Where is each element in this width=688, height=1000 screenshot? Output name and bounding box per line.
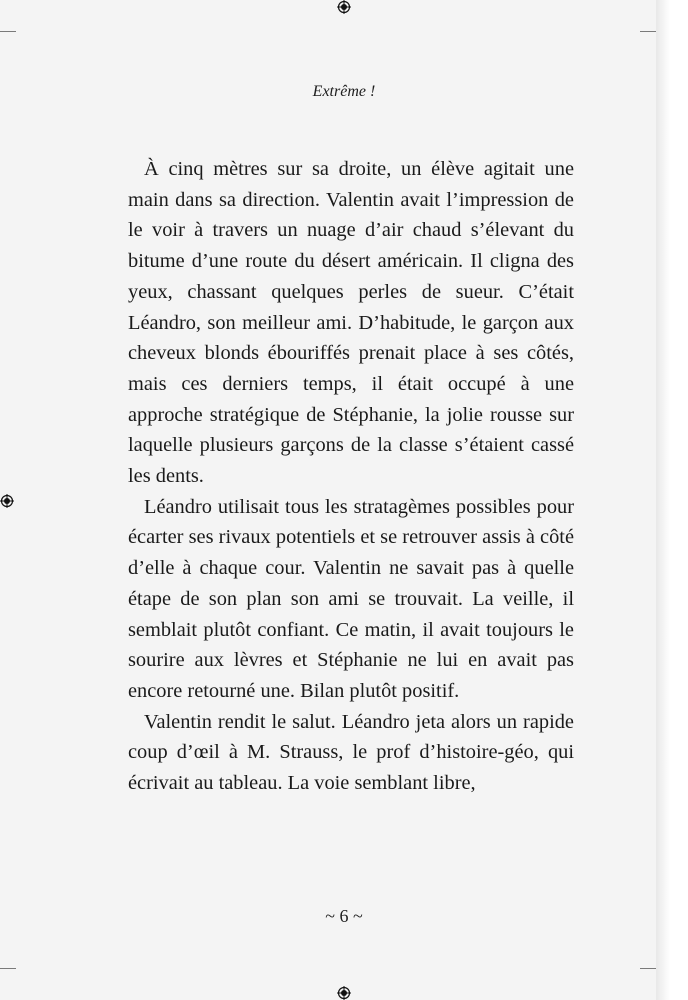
body-text [128, 154, 574, 799]
registration-mark-left-icon [0, 494, 14, 508]
page-edge-shadow [656, 0, 688, 1000]
crop-mark-bottom-right [640, 968, 656, 969]
crop-mark-bottom-left [0, 968, 16, 969]
crop-mark-top-left [0, 31, 16, 32]
registration-mark-top-icon [337, 0, 351, 14]
running-head: Extrême ! [312, 83, 376, 100]
page-number: ~ 6 ~ [325, 906, 363, 926]
paragraph: À cinq mètres sur sa droite, un élève agitait une main dans sa direction. Valentin avait l’impression de le voir à travers un nuage d’air chaud s’élevant du bitume d’une route du désert américain. Il cligna des yeux, chassant quelques perles de sueur. C’était Léandro, son meilleur ami. D’habitude, le garçon aux cheveux blonds ébouriffés prenait place à ses côtés, mais ces derniers temps, il était occupé à une approche stratégique de Stéphanie, la jolie rousse sur laquelle plusieurs garçons de la classe s’étaient cassé les dents. [128, 158, 574, 488]
paragraph: Léandro utilisait tous les stratagèmes possibles pour écarter ses rivaux potentiels et se retrouver assis à côté d’elle à chaque cour. Valentin ne savait pas à quelle étape de son plan son ami se trouvait. La veille, il semblait plutôt confiant. Ce matin, il avait toujours le sourire aux lèvres et Stéphanie ne lui en avait pas encore retourné une. Bilan plutôt positif. [128, 495, 574, 702]
crop-mark-top-right [640, 31, 656, 32]
paragraph: Valentin rendit le salut. Léandro jeta alors un rapide coup d’œil à M. Strauss, le prof d’histoire-géo, qui écrivait au tableau. La voie semblant libre, [128, 710, 574, 795]
registration-mark-bottom-icon [337, 986, 351, 1000]
